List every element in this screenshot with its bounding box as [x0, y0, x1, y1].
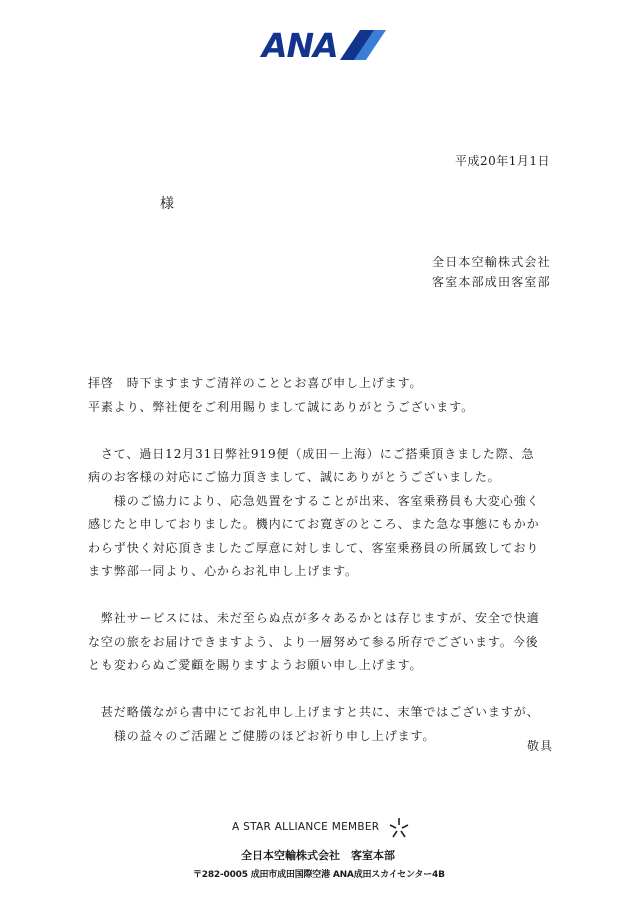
body-line: わらず快く対応頂きましたご厚意に対しまして、客室乗務員の所属致しており [88, 540, 540, 555]
body-line: 拝啓 時下ますますご清祥のこととお喜び申し上げます。 [88, 376, 423, 390]
footer-address: 〒282-0005 成田市成田国際空港 ANA成田スカイセンター4B [193, 870, 445, 880]
body-line: とも変わらぬご愛顧を賜りますようお願い申し上げます。 [88, 658, 423, 672]
body-line: さて、過日12月31日弊社919便（成田－上海）にご搭乗頂きました際、急 [88, 446, 535, 461]
sender-block [432, 252, 551, 292]
sender-company: 全日本空輸株式会社 [432, 255, 551, 269]
body-line: 病のお客様の対応にご協力頂きまして、誠にありがとうございました。 [88, 470, 501, 484]
sender-department: 客室本部成田客室部 [432, 275, 551, 289]
letter-date: 平成20年1月1日 [455, 154, 551, 168]
alliance-text: A STAR ALLIANCE MEMBER [232, 821, 380, 833]
recipient-honorific: 様 [160, 196, 174, 212]
body-line: 様のご協力により、応急処置をすることが出来、客室乗務員も大変心強く [88, 493, 540, 508]
body-line: 感じたと申しておりました。機内にてお寛ぎのところ、また急な事態にもかか [88, 517, 540, 531]
body-line: 平素より、弊社便をご利用賜りまして誠にありがとうございます。 [88, 399, 475, 414]
body-line: 様の益々のご活躍とご健勝のほどお祈り申し上げます。 [88, 728, 436, 743]
closing-phrase: 敬具 [527, 739, 554, 753]
ana-logo-text: ANA [262, 26, 338, 65]
footer-company: 全日本空輸株式会社 客室本部 [241, 849, 395, 862]
body-line: 甚だ略儀ながら書中にてお礼申し上げますと共に、末筆ではございますが、 [88, 705, 540, 719]
body-line: ます弊部一同より、心からお礼申し上げます。 [88, 564, 358, 578]
body-line: な空の旅をお届けできますよう、より一層努めて参る所存でございます。今後 [88, 634, 539, 649]
ana-stripe-icon [336, 30, 388, 60]
ana-logo [262, 26, 386, 65]
letter-body [88, 372, 558, 748]
star-alliance-icon [387, 816, 411, 840]
body-line: 弊社サービスには、未だ至らぬ点が多々あるかとは存じますが、安全で快適 [88, 611, 540, 625]
